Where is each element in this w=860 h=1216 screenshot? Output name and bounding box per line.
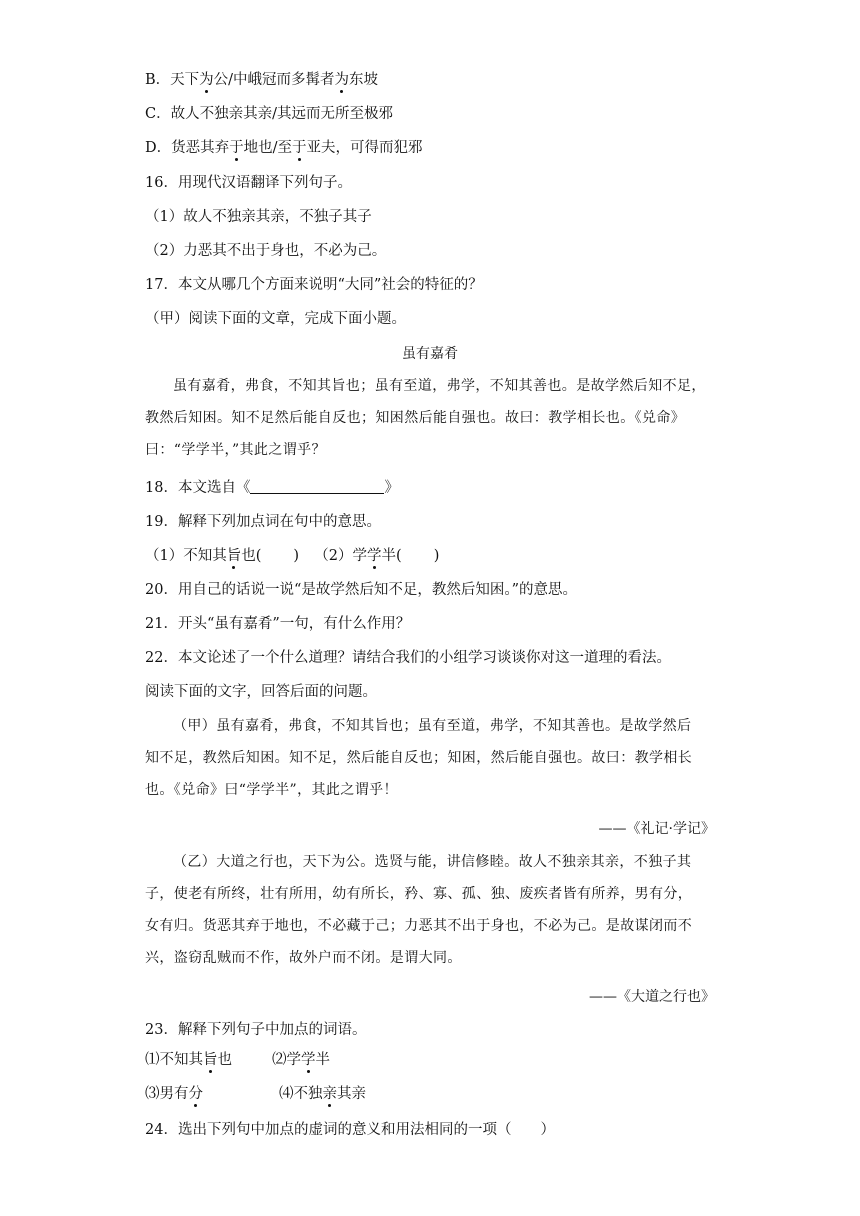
q23-item-text: 也 xyxy=(217,1052,232,1068)
passage-line: 知不足，教然后知困。知不足，然后能自反也；知困，然后能自强也。故曰：教学相长 xyxy=(145,750,693,766)
question-16-sentence-1: （1）故人不独亲其亲，不独子其子 xyxy=(145,209,372,225)
dotted-word: 为 xyxy=(199,72,214,88)
q19-part-text: ) xyxy=(293,548,300,564)
question-23-row-2 xyxy=(145,1084,366,1104)
passage-line: 女有归。货恶其弃于地也，不必藏于己；力恶其不出于身也，不必为己。是故谋闭而不 xyxy=(145,918,693,934)
passage-2-jia xyxy=(145,716,717,812)
q19-part-text: ) xyxy=(433,548,440,564)
question-23: 23．解释下列句子中加点的词语。 xyxy=(145,1022,367,1038)
dotted-word: 学 xyxy=(367,548,382,564)
dotted-word: 于 xyxy=(229,140,244,156)
q19-part-text: （1）不知其 xyxy=(145,548,227,564)
option-b-text: 东坡 xyxy=(349,72,379,88)
q23-item-text: ⑴不知其 xyxy=(145,1052,203,1068)
option-d xyxy=(145,138,423,158)
dotted-word: 亲 xyxy=(322,1086,337,1102)
read-intro: 阅读下面的文字，回答后面的问题。 xyxy=(145,684,377,700)
question-22: 22．本文论述了一个什么道理？请结合我们的小组学习谈谈你对这一道理的看法。 xyxy=(145,650,671,666)
option-c: C．故人不独亲其亲/其远而无所至极邪 xyxy=(145,106,393,122)
passage-line: 子，使老有所终，壮有所用，幼有所长，矜、寡、孤、独、废疾者皆有所养，男有分， xyxy=(145,886,693,902)
question-24: 24．选出下列句中加点的虚词的意义和用法相同的一项（ ） xyxy=(145,1122,555,1138)
option-b xyxy=(145,70,378,90)
source-jia: ——《礼记·学记》 xyxy=(598,821,715,837)
q19-part-text: 半( xyxy=(381,548,402,564)
passage-line: 教然后知困。知不足然后能自反也；知困然后能自强也。故曰：教学相长也。《兑命》 xyxy=(145,410,686,426)
source-yi: ——《大道之行也》 xyxy=(589,989,715,1005)
question-19-parts xyxy=(145,546,439,566)
passage-line: 也。《兑命》曰“学学半”，其此之谓乎！ xyxy=(145,782,398,798)
dotted-word: 于 xyxy=(292,140,307,156)
q23-item-text: ⑶男有 xyxy=(145,1086,189,1102)
option-d-text: 亚夫，可得而犯邪 xyxy=(306,140,423,156)
question-19: 19．解释下列加点词在句中的意思。 xyxy=(145,514,381,530)
question-18-text: 》 xyxy=(384,480,399,496)
question-18-text: 18．本文选自《 xyxy=(145,480,251,496)
q23-item-text: ⑷不独 xyxy=(279,1086,323,1102)
question-21: 21．开头“虽有嘉肴”一句，有什么作用？ xyxy=(145,616,411,632)
passage-2-yi xyxy=(145,852,717,980)
question-18 xyxy=(145,478,399,498)
dotted-word: 为 xyxy=(334,72,350,88)
passage-line: （甲）虽有嘉肴，弗食，不知其旨也；虽有至道，弗学，不知其善也。是故学然后 xyxy=(173,718,692,734)
jia-intro: （甲）阅读下面的文章，完成下面小题。 xyxy=(145,311,406,327)
q23-item-text: 其亲 xyxy=(337,1086,366,1102)
dotted-word: 学 xyxy=(301,1052,316,1068)
option-d-text: 地也/至 xyxy=(243,140,293,156)
question-17: 17．本文从哪几个方面来说明“大同”社会的特征的？ xyxy=(145,277,483,293)
dotted-word: 旨 xyxy=(203,1052,218,1068)
option-d-text: D．货恶其弃 xyxy=(145,140,230,156)
answer-blank[interactable] xyxy=(250,479,384,494)
question-23-row-1 xyxy=(145,1050,330,1070)
q23-item-text: 半 xyxy=(315,1052,330,1068)
q23-item-text: ⑵学 xyxy=(272,1052,301,1068)
question-16-sentence-2: （2）力恶其不出于身也，不必为己。 xyxy=(145,243,387,259)
passage-line: 曰：“学学半，”其此之谓乎？ xyxy=(145,442,326,458)
q19-part-text: 也( xyxy=(241,548,262,564)
dotted-word: 分 xyxy=(188,1086,203,1102)
question-16: 16．用现代汉语翻译下列句子。 xyxy=(145,175,352,191)
passage-line: （乙）大道之行也，天下为公。选贤与能，讲信修睦。故人不独亲其亲，不独子其 xyxy=(173,854,692,870)
dotted-word: 旨 xyxy=(226,548,242,564)
passage-line: 兴，盗窃乱贼而不作，故外户而不闭。是谓大同。 xyxy=(145,950,462,966)
passage-title: 虽有嘉肴 xyxy=(402,346,458,362)
option-b-text: 公/中峨冠而多髯者 xyxy=(213,72,335,88)
option-b-text: B．天下 xyxy=(145,72,200,88)
q19-part-text: （2）学 xyxy=(314,548,368,564)
passage-line: 虽有嘉肴，弗食，不知其旨也；虽有至道，弗学，不知其善也。是故学然后知不足， xyxy=(173,378,706,394)
question-20: 20．用自己的话说一说“是故学然后知不足，教然后知困。”的意思。 xyxy=(145,582,578,598)
passage-1 xyxy=(145,376,717,472)
